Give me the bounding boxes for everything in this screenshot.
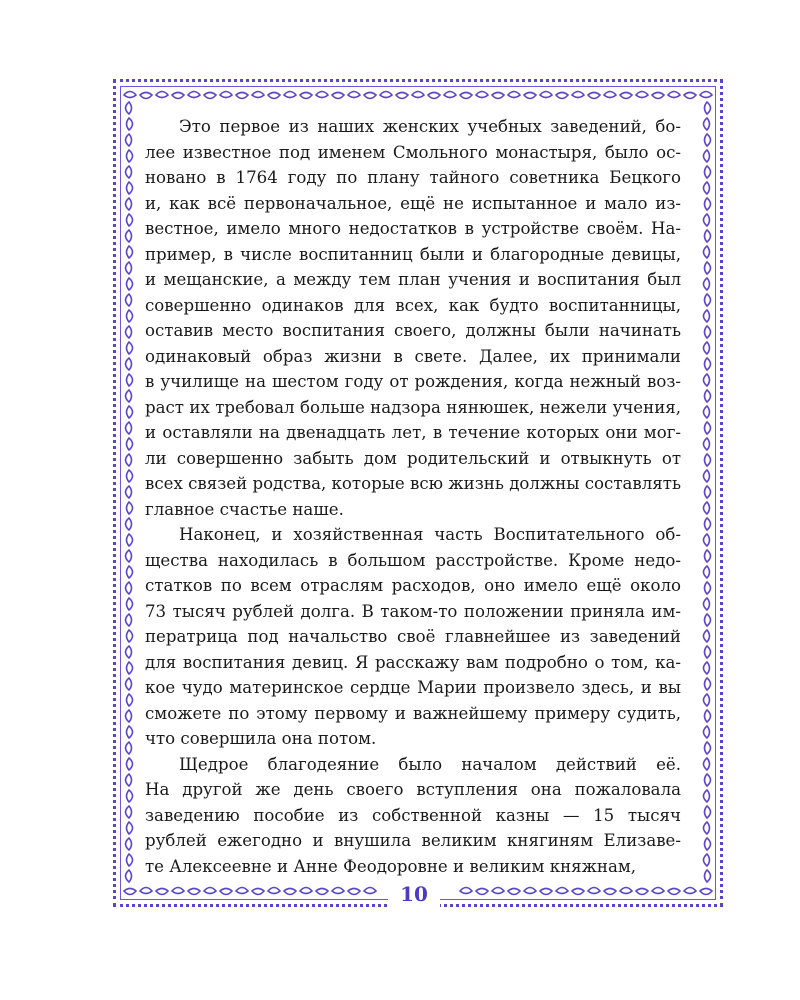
text-line: и, как всё первоначальное, ещё не испытанное и мало из- xyxy=(145,193,681,213)
left-ornament-vine xyxy=(122,100,136,886)
text-line: статков по всем отраслям расходов, оно имело ещё около xyxy=(145,576,681,595)
text-line: Щедрое благодеяние было началом действий её. xyxy=(179,754,681,774)
text-line: для воспитания девиц. Я расскажу вам подробно о том, ка- xyxy=(145,652,681,672)
right-ornament-vine xyxy=(700,100,714,886)
text-line: главное счастье наше. xyxy=(145,499,344,519)
text-line: совершенно одинаков для всех, как будто воспитанницы, xyxy=(145,295,681,315)
paragraph xyxy=(145,752,681,880)
text-line: лее известное под именем Смольного монастыря, было ос- xyxy=(145,142,681,162)
text-line: и мещанские, а между тем план учения и воспитания был xyxy=(145,270,681,289)
text-line: ли совершенно забыть дом родительский и отвыкнуть от xyxy=(145,448,681,468)
text-line: раст их требовал больше надзора нянюшек, нежели учения, xyxy=(145,397,681,417)
top-ornament-vine xyxy=(122,88,714,102)
text-line: всех связей родства, которые всю жизнь должны составлять xyxy=(145,474,681,493)
text-line: что совершила она потом. xyxy=(145,729,377,748)
paragraph xyxy=(145,114,681,522)
text-line: щества находилась в большом расстройстве. Кроме недо- xyxy=(145,550,681,570)
text-line: На другой же день своего вступления она пожаловала xyxy=(145,780,681,799)
text-line: 73 тысяч рублей долга. В таком-то положении приняла им- xyxy=(145,601,681,621)
text-line: Это первое из наших женских учебных заведений, бо- xyxy=(179,117,681,136)
text-line: сможете по этому первому и важнейшему примеру судить, xyxy=(145,703,681,723)
text-line: пример, в числе воспитанниц были и благородные девицы, xyxy=(145,244,681,264)
text-line: и оставляли на двенадцать лет, в течение которых они мог- xyxy=(145,423,681,442)
text-line: Наконец, и хозяйственная часть Воспитательного об- xyxy=(179,525,681,544)
text-line: новано в 1764 году по плану тайного советника Бецкого xyxy=(145,168,681,187)
text-line: кое чудо материнское сердце Марии произвело здесь, и вы xyxy=(145,678,681,697)
text-line: ператрица под начальство своё главнейшее из заведений xyxy=(145,627,681,646)
text-line: одинаковый образ жизни в свете. Далее, их принимали xyxy=(145,346,681,366)
text-line: заведению пособие из собственной казны — 15 тысяч xyxy=(145,805,681,825)
text-line: рублей ежегодно и внушила великим княгиням Елизаве- xyxy=(145,831,681,850)
paragraph xyxy=(145,522,681,752)
text-line: вестное, имело много недостатков в устройстве своём. На- xyxy=(145,219,681,238)
text-line: в училище на шестом году от рождения, когда нежный воз- xyxy=(145,372,681,391)
page-number: 10 xyxy=(388,880,440,908)
body-text xyxy=(145,114,681,879)
text-line: те Алексеевне и Анне Феодоровне и великим княжнам, xyxy=(145,856,637,876)
text-line: оставив место воспитания своего, должны были начинать xyxy=(145,321,681,340)
